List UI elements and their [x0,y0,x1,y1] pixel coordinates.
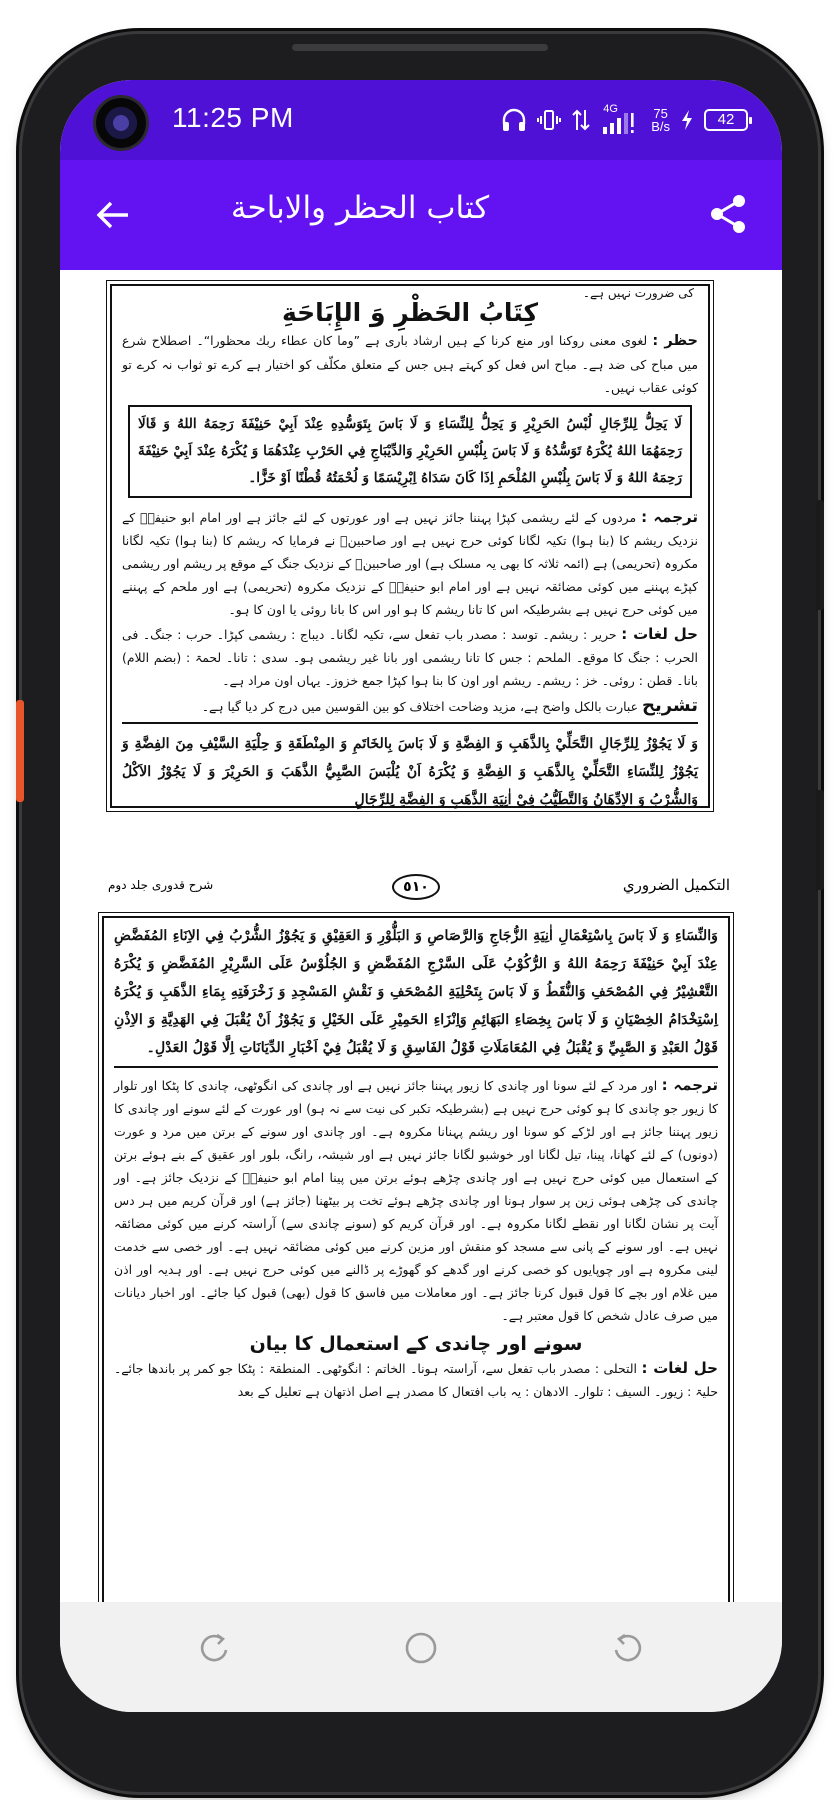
charging-icon [680,109,694,131]
recent-apps-icon [197,1631,231,1665]
net-speed-unit: B/s [651,119,670,134]
tarjuma-text-2: اور مرد کے لئے سونا اور چاندی کا زیور پہننا جائز نہیں ہے اور چاندی کی انگوٹھی، چاندی کا پٹکا اور تلوار کا زیور جو چاندی کا ہو کوئی حرج نہیں ہے (بشرطیکہ تکبر کی نیت سے نہ ہو) اور عورت کے لئے سونے اور چاندی کا زیور پہننا جائز ہے اور لڑکے کو سونا اور ریشم پہنانا مکروہ ہے۔ اور چاندی اور سونے کے برتن میں مرد و عورت (دونوں) کے لئے کھانا، پینا، تیل لگانا اور خوشبو لگانا جائز نہیں ہے اور شیشہ، رانگ، بلور اور عقیق کے بنے ہوئے برتن کے استعمال میں کوئی حرج نہیں ہے اور چاندی چڑھے ہوئے برتن میں پینا امام ابو حنیفہؒ کے نزدیک جائز ہے۔ اور چاندی کی چڑھی ہوئی زین پر سوار ہونا اور چاندی چڑھے ہوئے تخت پر بیٹھنا (جائز ہے) اور قرآن کریم میں ہر دس آیت پر نشان لگانا اور نقطے لگانا مکروہ ہے۔ اور قرآن کریم کو (سونے چاندی سے) آراستہ کرنے میں کوئی مضائقہ نہیں ہے۔ اور سونے کے پانی سے مسجد کو منقش اور مزین کرنے میں کوئی مضائقہ نہیں ہے۔ اور خصی سے خدمت لینی مکروہ ہے اور چوپایوں کو خصی کرنے اور گدھے کو گھوڑے پر ڈالنے میں کوئی حرج نہیں ہے۔ اور ہدیہ اور اذن میں غلام اور بچے کا قول قبول کرنا جائز ہے۔ اور معاملات میں فاسق کا قول (بھی) قبول کیا جائے۔ اور اخبار دیانات میں صرف عادل شخص کا قول معتبر ہے۔ [114,1078,718,1323]
arrow-left-icon [96,200,130,230]
arabic-matn-box: لَا يَحِلُّ لِلرِّجَالِ لُبْسُ الحَرِيْرِ وَ يَحِلُّ لِلنِّسَاءِ وَ لَا بَاسَ بِتَوَسُّدِهِ عِنْدَ اَبِيْ حَنِيْفَةَ رَحِمَهُ اللهُ وَ قَالَا رَحِمَهُمَا اللهُ يُكْرَهُ تَوَسُّدُهُ وَ لَا بَاسَ بِلُبْسِ الحَرِيْرِ وَالدِّيْبَاجِ فِي الحَرْبِ عِنْدَهُمَا وَ يُكْرَهُ عِنْدَ اَبِيْ حَنِيْفَةَ رَحِمَهُ اللهُ وَ لَا بَاسَ بِلُبْسِ المُلْحَمِ اِذَا كَانَ سَدَاهُ اِبْرِيْسَمًا وَ لُحْمَتُهُ قُطْنًا اَوْ خَزًّا۔ [128,405,692,498]
phone-screen [60,80,782,1712]
home-icon [403,1630,439,1666]
book-page-bottom [102,916,730,1602]
app-bar [60,160,782,270]
power-button [816,790,824,890]
hal-text-2: التحلی : مصدر باب تفعل سے، آراستہ ہونا۔ الخاتم : انگوٹھی۔ المنطقۃ : پٹکا جو کمر پر باندھا جائے۔ حلیۃ : زیور۔ السیف : تلوار۔ الادھان : یہ باب افتعال کا مصدر ہے اصل اذتھان ہے تعلیل کے بعد [114,1361,718,1399]
share-button[interactable] [702,188,754,240]
hal-lead-2: حل لغات : [641,1359,718,1377]
divider [114,1066,718,1068]
page-title: كتاب الحظر والاباحة [230,190,490,226]
document-view[interactable] [60,270,782,1602]
hazr-lead: حظر : [652,333,698,349]
section-heading: سونے اور چاندی کے استعمال کا بیان [249,1333,583,1355]
vibrate-icon [537,108,561,132]
book-name: التكميل الضروري [622,876,730,894]
book-page-top [110,284,710,808]
arabic-matn-2: وَ لَا يَجُوْزُ لِلرِّجَالِ التَّحَلِّيْ بِالذَّهَبِ وَ الفِضَّةِ وَ لَا بَاسَ بِالخَاتَمِ وَ المِنْطَقَةِ وَ حِلْيَةِ السَّيْفِ مِنَ الفِضَّةِ وَ يَجُوْزُ لِلنِّسَاءِ التَّحَلِّيْ بِالذَّهَبِ وَ الفِضَّةِ وَ يُكْرَهُ اَنْ يُلْبَسَ الصَّبِيُّ الذَّهَبَ وَ الحَرِيْرَ وَ لَا يَجُوْزُ الاَكْلُ وَالشُّرْبُ وَ الاِدِّهَانُ وَالتَّطَيُّبُ فِيْ اٰنِيَةِ الذَّهَبِ وَ الفِضَّةِ لِلرِّجَالِ [122,736,698,808]
page-number: ٥١٠ [392,874,440,900]
signal-icon [601,105,641,135]
tarjuma-paragraph [122,506,698,621]
cut-text: کی ضرورت نہیں ہے۔ [582,286,694,300]
chapter-title: كِتَابُ الحَظْرِ وَ الإِبَاحَةِ [281,298,539,327]
hazr-paragraph [122,329,698,399]
status-icons [501,98,748,142]
headphones-icon [501,108,527,132]
front-camera [96,98,146,148]
back-icon [611,1631,645,1665]
net-speed-value: 75 [653,106,668,121]
navigation-bar [60,1602,782,1712]
signal-group [601,105,641,135]
volume-button [816,500,824,610]
tarjuma-text: مردوں کے لئے ریشمی کپڑا پہننا جائز نہیں ہے اور عورتوں کے لئے جائز ہے اور امام ابو حنیفہؒ کے نزدیک ریشم کا (بنا ہوا) تکیہ لگانا کوئی حرج نہیں ہے اور صاحبینؒ نے فرمایا کہ ریشم کا (بنا ہوا) تکیہ لگانا مکروہ (تحریمی) ہے (ائمہ ثلاثہ کا بھی یہ مسلک ہے) اور صاحبینؒ کے نزدیک جنگ کے موقع پر ریشم اور ریشمی کپڑے پہننے میں کوئی مضائقہ نہیں ہے اور امام ابو حنیفہؒ کے نزدیک مکروہ (تحریمی) ہے اور ملحم کے پہننے میں کوئی حرج نہیں ہے بشرطیکہ اس کا تانا ریشم کا ہو اور اس کا بانا روئی یا اون کا ہو۔ [122,510,698,617]
hal-lughat-paragraph-2 [114,1357,718,1403]
tashreeh-text: عبارت بالکل واضح ہے، مزید وضاحت اختلاف کو بین القوسین میں درج کر دیا گیا ہے۔ [201,699,639,714]
hal-text: حریر : ریشم۔ توسد : مصدر باب تفعل سے، تکیہ لگانا۔ دیباج : ریشمی کپڑا۔ حرب : جنگ۔ فی الحرب : جنگ کا موقع۔ الملحم : جس کا تانا ریشمی اور بانا غیر ریشمی ہو۔ سدی : تانا۔ لحمۃ : (بضم اللام) بانا۔ قطن : روئی۔ خز : ریشم۔ ریشم اور اون کا بنا ہوا کپڑا جمع خزوز۔ یہاں اون مراد ہے۔ [122,627,698,688]
divider [122,722,698,724]
tarjuma-paragraph-2 [114,1074,718,1327]
hazr-text: لغوی معنی روکنا اور منع کرنا کے ہیں ارشاد باری ہے ”وما کان عطاء ربك محظورا“۔ اصطلاح شرع میں مباح کی ضد ہے۔ مباح اس فعل کو کہتے ہیں جس کے متعلق مکلّف کو اختیار ہے کرے تو ثواب نہ کرے تو کوئی عقاب نہیں۔ [122,333,698,395]
side-key [16,700,24,802]
tashreeh-lead: تشریح [641,695,698,716]
data-transfer-icon [571,108,591,132]
network-type: 4G [603,103,618,115]
net-speed [651,107,670,133]
tashreeh-paragraph [122,694,698,718]
share-icon [709,194,747,234]
status-time: 11:25 PM [172,102,294,133]
arabic-matn-3: وَالنِّسَاءِ وَ لَا بَاسَ بِاسْتِعْمَالِ اٰنِيَةِ الزُّجَاجِ وَالرَّصَاصِ وَ البَلُّوْرِ وَ العَقِيْقِ وَ يَجُوْزُ الشُّرْبُ فِي الاِنَاءِ المُفَضَّضِ عِنْدَ اَبِيْ حَنِيْفَةَ رَحِمَهُ اللهُ وَ الرُّكُوْبُ عَلَى السَّرْجِ المُفَضَّضِ وَ الجُلُوْسُ عَلَى السَّرِيْرِ المُفَضَّضِ وَ يُكْرَهُ التَّعْشِيْرُ فِي المُصْحَفِ وَالنُّقَطُ وَ لَا بَاسَ بِتَحْلِيَةِ المُصْحَفِ وَ نَقْشِ المَسْجِدِ وَ زَخْرَفَتِهِ بِمَاءِ الذَّهَبِ وَ يُكْرَهُ اِسْتِخْدَامُ الخِصْيَانِ وَ لَا بَاسَ بِخِصَاءِ البَهَائِمِ وَاِنْزَاءِ الحَمِيْرِ عَلَى الخَيْلِ وَ يَجُوْزُ اَنْ يُقْبَلَ فِي الهَدِيَّةِ وَ الاِذْنِ قَوْلُ العَبْدِ وَ الصَّبِيِّ وَ يُقْبَلُ فِي المُعَامَلَاتِ قَوْلُ الفَاسِقِ وَ لَا يُقْبَلُ فِيْ اَخْبَارِ الدِّيَانَاتِ اِلَّا قَوْلُ العَدْلِ۔ [114,928,718,1056]
battery-icon: 42 [704,109,748,131]
back-button[interactable] [88,190,138,240]
tarjuma-lead: ترجمہ : [641,508,698,526]
nav-back-button[interactable] [604,1624,652,1672]
recent-apps-button[interactable] [190,1624,238,1672]
page-header [100,870,740,906]
hal-lead: حل لغات : [621,625,698,643]
hal-lughat-paragraph [122,623,698,692]
status-bar [60,80,782,160]
volume-name: شرح قدوری جلد دوم [108,878,214,892]
tarjuma-lead-2: ترجمہ : [661,1076,718,1094]
home-button[interactable] [397,1624,445,1672]
